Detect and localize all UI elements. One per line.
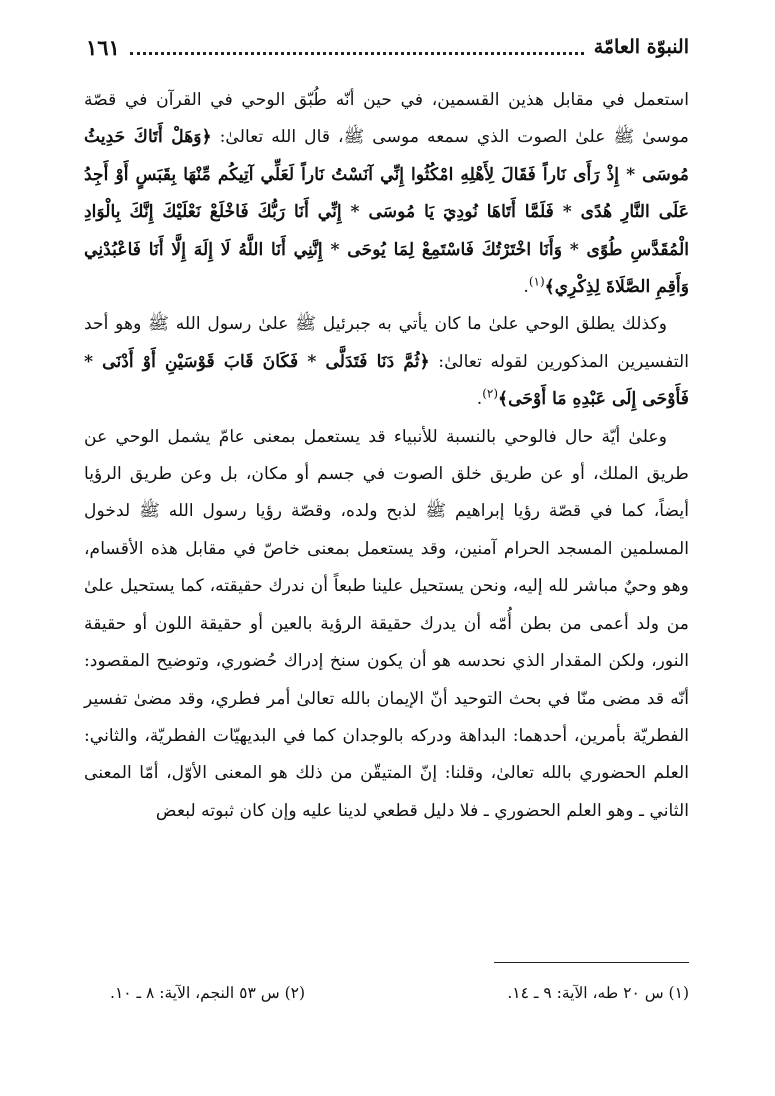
paragraph-2-text: وكذلك يطلق الوحي علىٰ ما كان يأتي به جبرئيل ﷺ علىٰ رسول الله ﷺ وهو أحد التفسيرين المذكورين لقوله تعالىٰ: — [84, 314, 689, 372]
paragraph-1-text: استعمل في مقابل هذين القسمين، في حين أنّه طُبّق الوحي في القرآن في قصّة موسىٰ ﷺ علىٰ الصوت الذي سمعه موسى ﷺ، قال الله تعالىٰ: — [84, 90, 689, 148]
footnote-1: (١) س ٢٠ طه، الآية: ٩ ـ ١٤. — [507, 984, 689, 1002]
paragraph-3: وعلىٰ أيّة حال فالوحي بالنسبة للأنبياء قد يستعمل بمعنى عامّ يشمل الوحي عن طريق الملك، أو عن طريق خلق الصوت في جسم أو مكان، بل وعن طريق الرؤيا أيضاً، كما في قصّة رؤيا إبراهيم ﷺ لذبح ولده، وقصّة رؤيا رسول الله ﷺ لدخول المسلمين المسجد الحرام آمنين، وقد يستعمل بمعنى خاصّ في مقابل هذه الأقسام، وهو وحيٌ مباشر لله إليه، ونحن يستحيل علينا طبعاً أن ندرك حقيقته، كما يستحيل علىٰ من ولد أعمى من بطن أُمّه أن يدرك حقيقة الرؤية بالعين أو حقيقة اللون أو حقيقة النور، ولكن المقدار الذي نحدسه هو أن يكون سنخ إدراك حُضوري، وتوضيح المقصود: أنّه قد مضى منّا في بحث التوحيد أنّ الإيمان بالله تعالىٰ أمر فطري، وقد مضىٰ تفسير الفطريّة بأمرين، أحدهما: البداهة ودركه بالوجدان كما في البديهيّات الفطريّة، والثاني: العلم الحضوري بالله تعالىٰ، وقلنا: إنّ المتيقّن من ذلك هو المعنى الأوّل، أمّا المعنى الثاني ـ وهو العلم الحضوري ـ فلا دليل قطعي لدينا عليه وإن كان ثبوته لبعض — [84, 426, 689, 821]
main-text — [84, 82, 689, 830]
footnote-ref-2: (٢) — [482, 386, 499, 401]
page-number: ١٦١ — [86, 34, 120, 60]
page-header — [86, 30, 689, 64]
paragraph-1-end: . — [523, 277, 529, 298]
paragraph-2 — [84, 306, 689, 418]
paragraph-2-end: . — [476, 389, 483, 410]
footnote-separator — [494, 962, 689, 963]
footnote-2: (٢) س ٥٣ النجم، الآية: ٨ ـ ١٠. — [110, 984, 306, 1002]
quran-verse-taha: ﴿وَهَلْ أَتَاكَ حَدِيثُ مُوسَى * إِذْ رَأَى نَاراً فَقَالَ لِأَهْلِهِ امْكُثُوا إِنِّي آنَسْتُ نَاراً لَعَلِّي آتِيكُم مِّنْهَا بِقَبَسٍ أَوْ أَجِدُ عَلَى النَّارِ هُدًى * فَلَمَّا أَتَاهَا نُودِيَ يَا مُوسَى * إِنِّي أَنَا رَبُّكَ فَاخْلَعْ نَعْلَيْكَ إِنَّكَ بِالْوَادِ الْمُقَدَّسِ طُوًى * وَأَنَا اخْتَرْتُكَ فَاسْتَمِعْ لِمَا يُوحَى * إِنَّنِي أَنَا اللَّهُ لَا إِلَهَ إِلَّا أَنَا فَاعْبُدْنِي وَأَقِمِ الصَّلَاةَ لِذِكْرِي﴾ — [84, 127, 689, 298]
paragraph-1 — [84, 82, 689, 306]
running-title: النبوّة العامّة — [593, 36, 689, 58]
footnote-ref-1: (١) — [528, 274, 545, 289]
quran-verse-najm: ﴿ثُمَّ دَنَا فَتَدَلَّى * فَكَانَ قَابَ قَوْسَيْنِ أَوْ أَدْنَى * فَأَوْحَى إِلَى عَبْدِهِ مَا أَوْحَى﴾ — [84, 351, 689, 410]
footnotes — [110, 984, 689, 1002]
header-dot-leader — [130, 52, 584, 55]
